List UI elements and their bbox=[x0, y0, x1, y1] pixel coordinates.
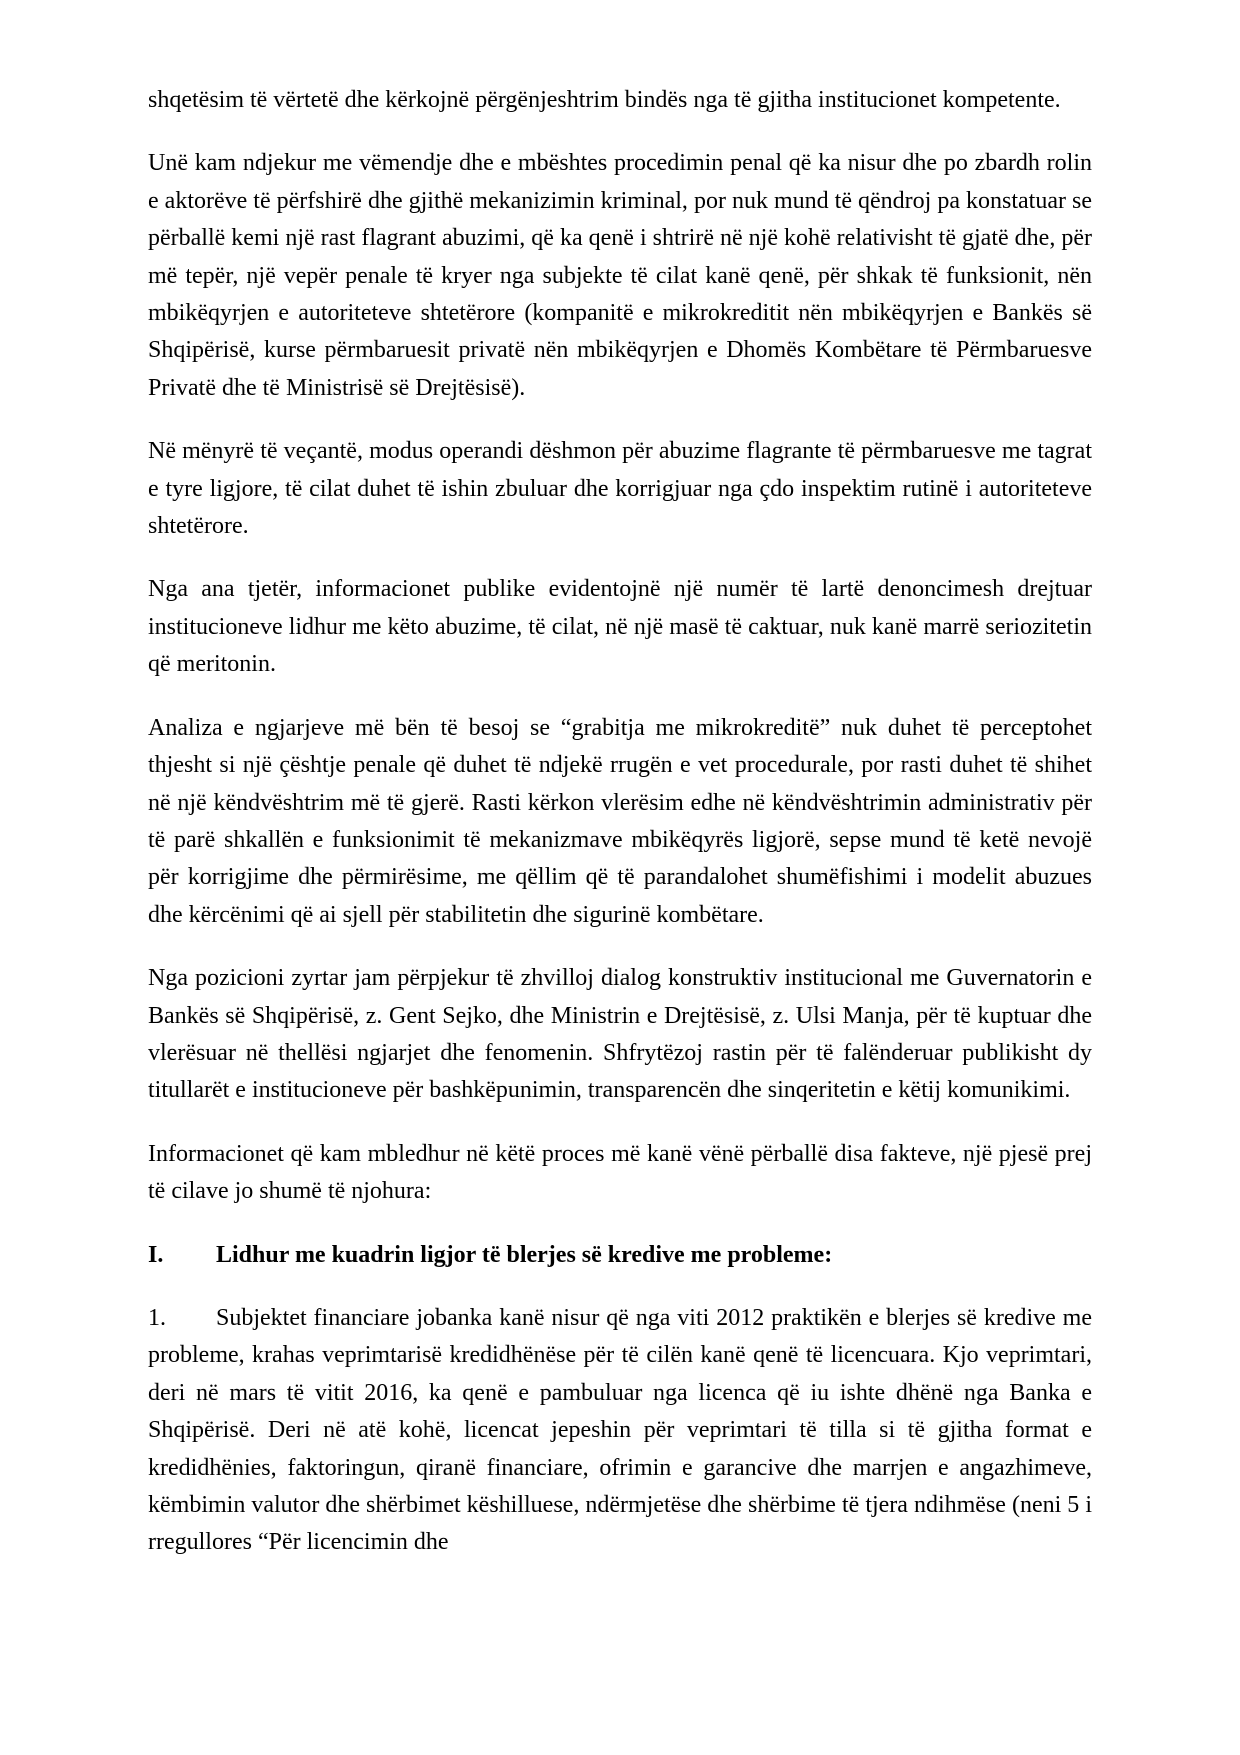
section-heading-number: I. bbox=[148, 1241, 164, 1268]
paragraph: Në mënyrë të veçantë, modus operandi dëshmon për abuzime flagrante të përmbaruesve me tagrat e tyre ligjore, të cilat duhet të ishin zbuluar dhe korrigjuar nga çdo inspektim rutinë i autoriteteve shtetërore. bbox=[148, 438, 1092, 540]
paragraph: Nga ana tjetër, informacionet publike evidentojnë një numër të lartë denoncimesh drejtuar institucioneve lidhur me këto abuzime, të cilat, në një masë të caktuar, nuk kanë marrë seriozitetin që meritonin. bbox=[148, 576, 1092, 678]
numbered-paragraph bbox=[148, 1300, 1092, 1562]
paragraph: Nga pozicioni zyrtar jam përpjekur të zhvilloj dialog konstruktiv institucional me Guvernatorin e Bankës së Shqipërisë, z. Gent Sejko, dhe Ministrin e Drejtësisë, z. Ulsi Manja, për të kuptuar dhe vlerësuar në thellësi ngjarjet dhe fenomenin. Shfrytëzoj rastin për të falënderuar publikisht dy titullarët e institucioneve për bashkëpunimin, transparencën dhe sinqeritetin e këtij komunikimi. bbox=[148, 965, 1092, 1104]
paragraph: Unë kam ndjekur me vëmendje dhe e mbështes procedimin penal që ka nisur dhe po zbardh rolin e aktorëve të përfshirë dhe gjithë mekanizimin kriminal, por nuk mund të qëndroj pa konstatuar se përballë kemi një rast flagrant abuzimi, që ka qenë i shtrirë në një kohë relativisht të gjatë dhe, për më tepër, një vepër penale të kryer nga subjekte të cilat kanë qenë, për shkak të funksionit, nën mbikëqyrjen e autoriteteve shtetërore (kompanitë e mikrokreditit nën mbikëqyrjen e Bankës së Shqipërisë, kurse përmbaruesit privatë nën mbikëqyrjen e Dhomës Kombëtare të Përmbaruesve Privatë dhe të Ministrisë së Drejtësisë). bbox=[148, 150, 1092, 401]
section-heading bbox=[148, 1237, 1092, 1274]
numbered-paragraph-number: 1. bbox=[148, 1304, 166, 1331]
paragraph: Informacionet që kam mbledhur në këtë proces më kanë vënë përballë disa fakteve, një pjesë prej të cilave jo shumë të njohura: bbox=[148, 1140, 1092, 1205]
section-heading-text: Lidhur me kuadrin ligjor të blerjes së kredive me probleme: bbox=[216, 1241, 833, 1268]
paragraph: shqetësim të vërtetë dhe kërkojnë përgënjeshtrim bindës nga të gjitha institucionet kompetente. bbox=[148, 87, 1061, 113]
numbered-paragraph-text: Subjektet financiare jobanka kanë nisur që nga viti 2012 praktikën e blerjes së kredive me probleme, krahas veprimtarisë kredidhënëse për të cilën kanë qenë të licencuara. Kjo veprimtari, deri në mars të vitit 2016, ka qenë e pambuluar nga licenca që iu ishte dhënë nga Banka e Shqipërisë. Deri në atë kohë, licencat jepeshin për veprimtari të tilla si të gjitha format e kredidhënies, faktoringun, qiranë financiare, ofrimin e garancive dhe marrjen e angazhimeve, këmbimin valutor dhe shërbimet këshilluese, ndërmjetëse dhe shërbime të tjera ndihmëse (neni 5 i rregullores “Për licencimin dhe bbox=[148, 1304, 1092, 1556]
paragraph: Analiza e ngjarjeve më bën të besoj se “grabitja me mikrokreditë” nuk duhet të perceptohet thjesht si një çështje penale që duhet të ndjekë rrugën e vet procedurale, por rasti duhet të shihet në një këndvështrim më të gjerë. Rasti kërkon vlerësim edhe në këndvështrimin administrativ për të parë shkallën e funksionimit të mekanizmave mbikëqyrës ligjorë, sepse mund të ketë nevojë për korrigjime dhe përmirësime, me qëllim që të parandalohet shumëfishimi i modelit abuzues dhe kërcënimi që ai sjell për stabilitetin dhe sigurinë kombëtare. bbox=[148, 714, 1092, 928]
